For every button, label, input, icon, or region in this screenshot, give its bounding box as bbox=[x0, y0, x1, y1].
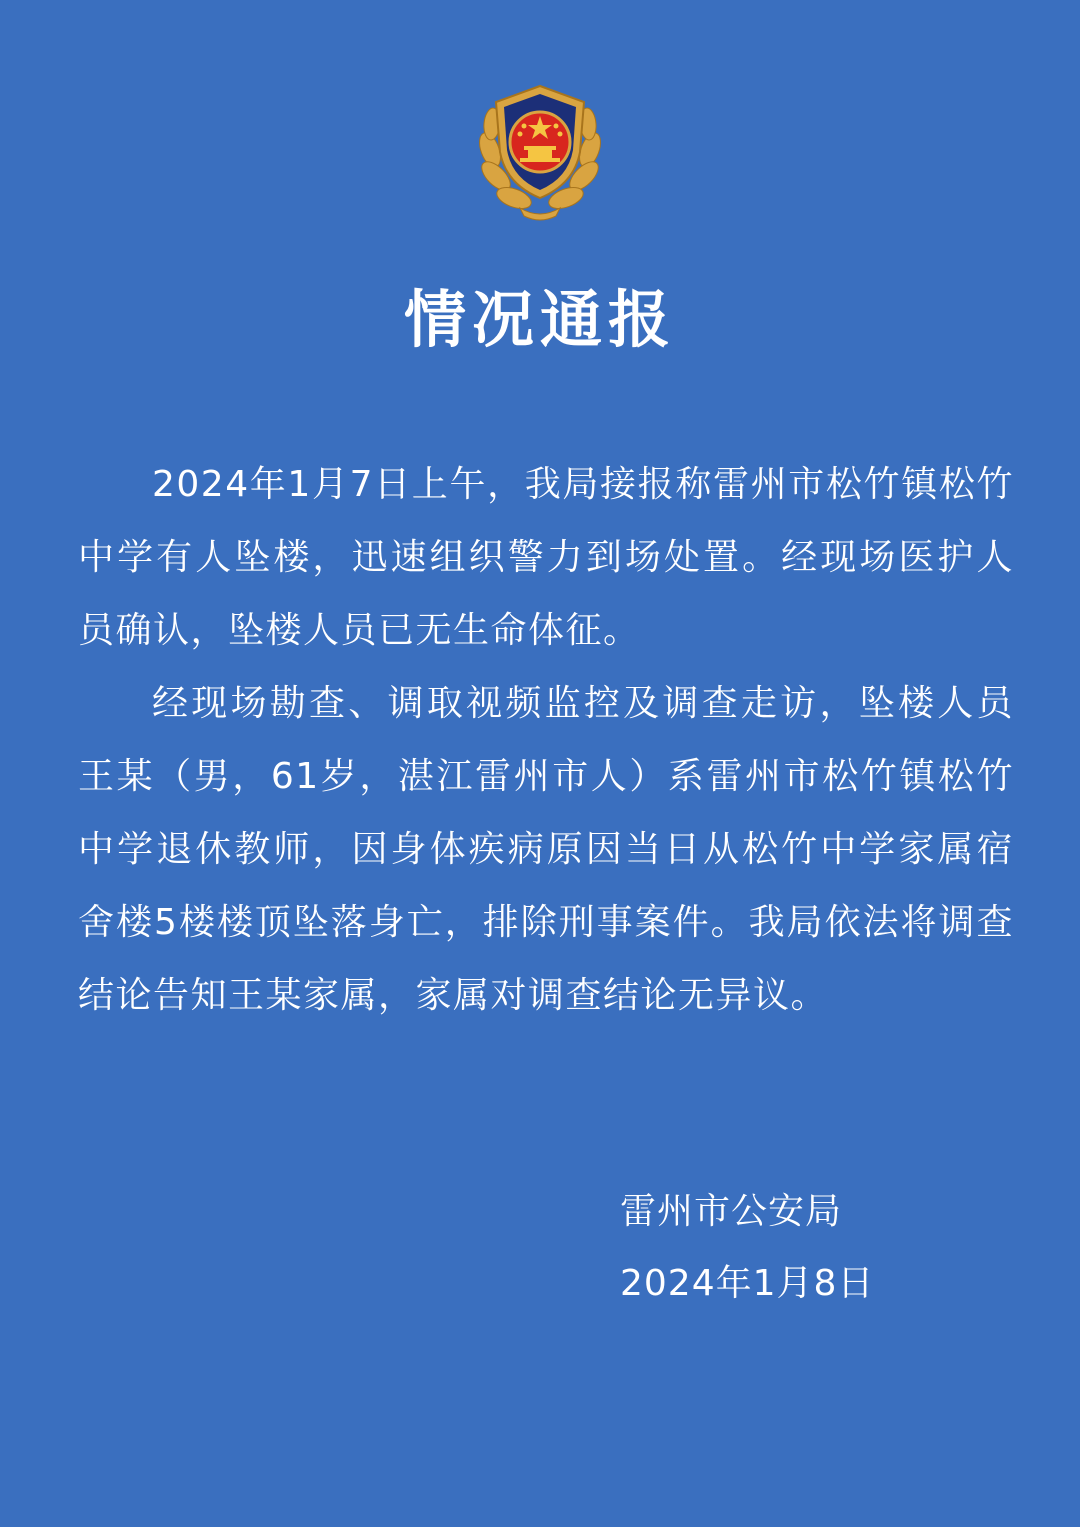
issuer-name: 雷州市公安局 bbox=[620, 1191, 843, 1232]
notice-paragraph: 2024年1月7日上午，我局接报称雷州市松竹镇松竹中学有人坠楼，迅速组织警力到场处置。经现场医护人员确认，坠楼人员已无生命体征。 bbox=[78, 464, 1014, 651]
notice-body bbox=[78, 448, 1014, 1032]
notice-title: 情况通报 bbox=[403, 283, 676, 356]
notice-paragraph: 经现场勘查、调取视频监控及调查走访，坠楼人员王某（男，61岁，湛江雷州市人）系雷州市松竹镇松竹中学退休教师，因身体疾病原因当日从松竹中学家属宿舍楼5楼楼顶坠落身亡，排除刑事案件。我局依法将调查结论告知王某家属，家属对调查结论无异议。 bbox=[78, 683, 1014, 1016]
police-emblem-icon bbox=[468, 80, 612, 224]
signature-block bbox=[620, 1176, 1020, 1320]
issue-date: 2024年1月8日 bbox=[620, 1263, 875, 1304]
